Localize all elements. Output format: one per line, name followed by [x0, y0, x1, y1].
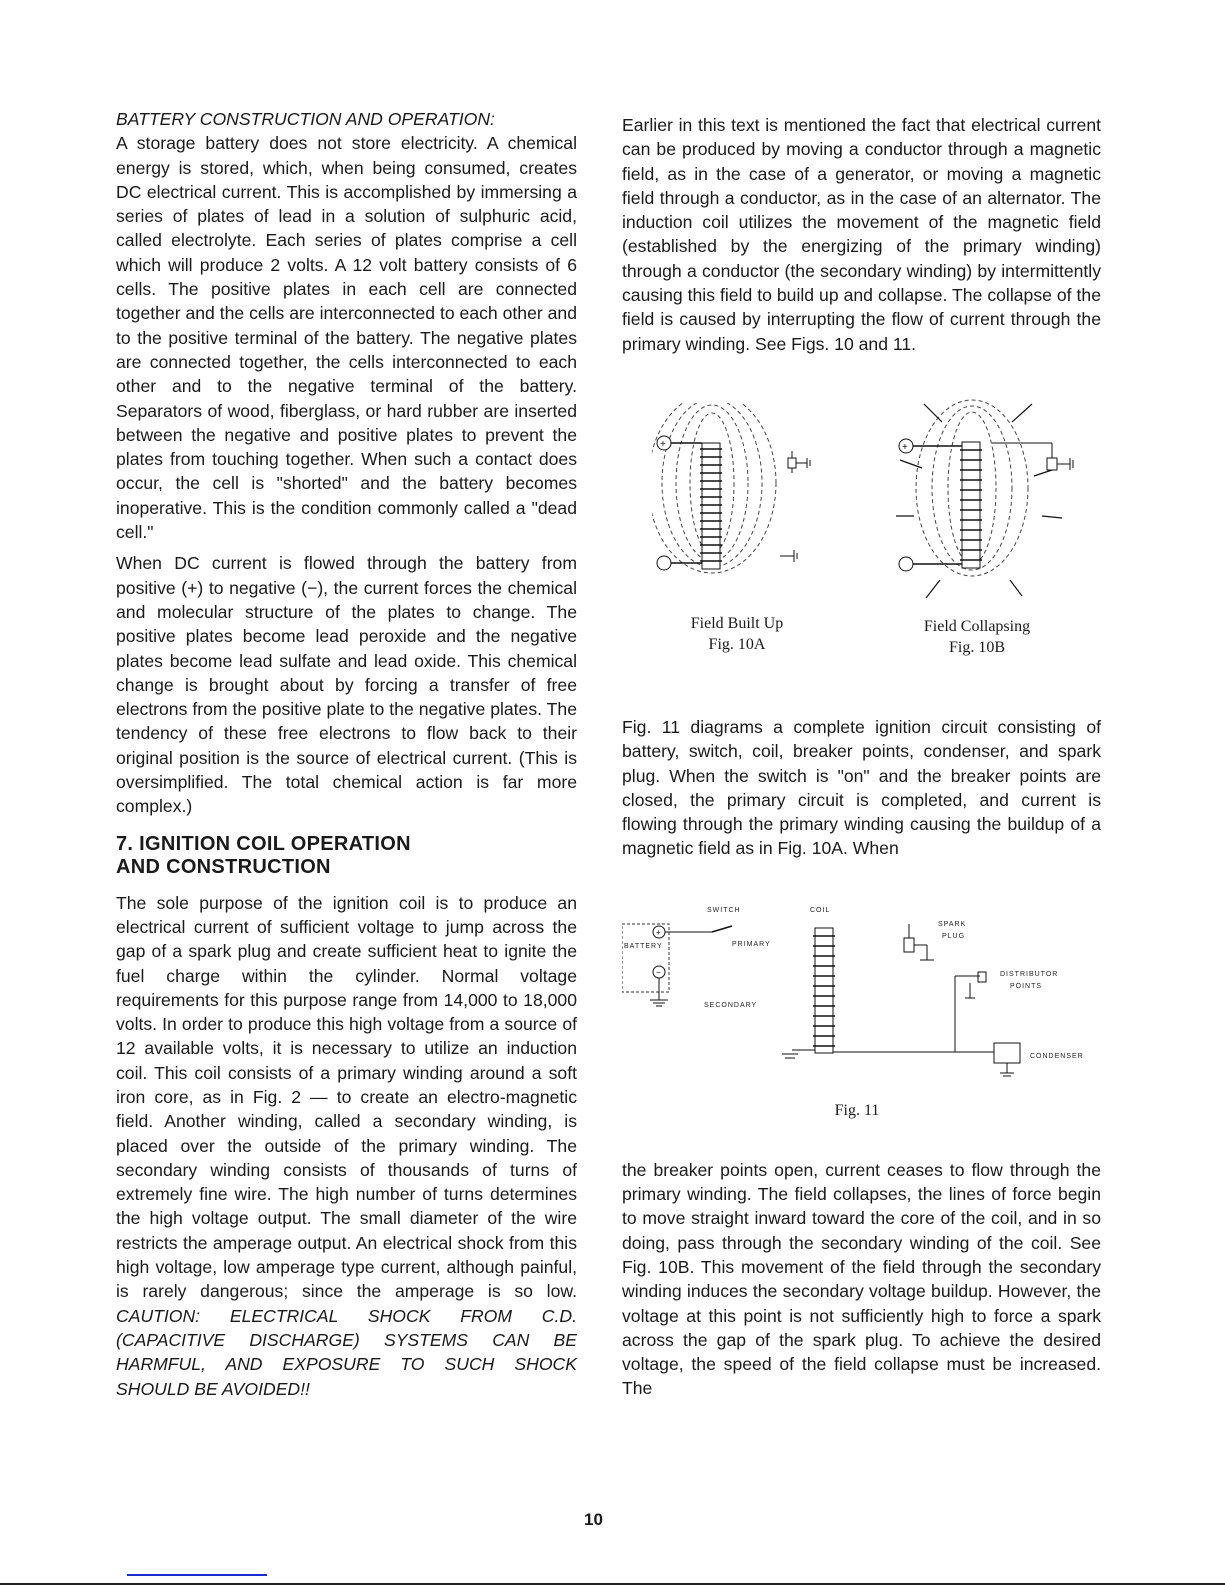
battery-paragraph-2: When DC current is flowed through the battery from positive (+) to negative (−), the current forces the chemical and molecular structure of the plates to change. The positive plates become lead peroxide and the negative plates become lead sulfate and lead oxide. This chemical change is brought about by forcing a transfer of free electrons from the positive plate to the negative plates. The tendency of these free electrons to flow back to their original position is the source of electrical current. (This is oversimplified. The total chemical action is far more complex.) — [116, 553, 577, 817]
primary-label: PRIMARY — [732, 940, 771, 948]
caution-warning: CAUTION: ELECTRICAL SHOCK FROM C.D. (CAPACITIVE DISCHARGE) SYSTEMS CAN BE HARMFUL, AND EXPOSURE TO SUCH SHOCK SHOULD BE AVOIDED!! — [116, 1305, 577, 1399]
svg-text:+: + — [902, 441, 908, 453]
battery-paragraph-1: A storage battery does not store electricity. A chemical energy is stored, which, when being consumed, creates DC electrical current. This is accomplished by immersing a series of plates of lead in a solution of sulphuric acid, called electrolyte. Each series of plates comprise a cell which will produce 2 volts. A 12 volt battery consists of 6 cells. The positive plates in each cell are connected together and the cells are interconnected to each other and to the positive terminal of the battery. The negative plates are connected together, the cells interconnected to each other and to the negative terminal of the battery. Separators of wood, fiberglass, or hard rubber are inserted between the negative and positive plates to prevent the plates from touching together. When such a contact does occur, the cell is "shorted" and the battery becomes inoperative. This is the condition commonly called a "dead cell." — [116, 133, 577, 543]
field-collapsing-diagram-icon — [892, 398, 1092, 598]
figure-10b-caption — [892, 616, 1062, 658]
figure-11-caption: Fig. 11 — [834, 1101, 880, 1119]
right-column — [622, 113, 1101, 1408]
battery-label: BATTERY — [624, 942, 663, 950]
switch-label: SWITCH — [707, 906, 741, 914]
spark-plug-label-2: PLUG — [942, 932, 966, 940]
figure-11 — [622, 868, 1101, 1158]
coil-paragraph-text: The sole purpose of the ignition coil is to produce an electrical current of sufficient voltage to jump across the gap of a spark plug and create sufficient heat to ignite the fuel charge within the cylinder. Normal voltage requirements for this purpose range from 14,000 to 18,000 volts. In order to produce this high voltage from a source of 12 available volts, it is necessary to utilize an induction coil. This coil consists of a primary winding around a soft iron core, as in Fig. 2 — to create an electro-magnetic field. Another winding, called a secondary winding, is placed over the outside of the primary winding. The secondary winding consists of thousands of turns of extremely fine wire. The high number of turns determines the high voltage output. The small diameter of the wire restricts the amperage output. An electrical shock from this high voltage, low amperage type current, although painful, is rarely dangerous; since the amperage is so low. — [116, 892, 577, 1302]
distributor-label-1: DISTRIBUTOR — [1000, 970, 1059, 978]
figure-10 — [622, 363, 1101, 693]
coil-paragraph — [116, 891, 577, 1401]
secondary-label: SECONDARY — [704, 1001, 758, 1009]
field-built-up-diagram-icon — [652, 403, 832, 583]
left-column — [116, 107, 577, 1408]
figure-10a-caption — [662, 613, 812, 655]
figure-10b-label: Fig. 10B — [948, 638, 1005, 656]
condenser-label: CONDENSER — [1030, 1052, 1084, 1060]
chapter-heading-line-1: 7. IGNITION COIL OPERATION — [116, 832, 411, 855]
figure-10a-title: Field Built Up — [690, 614, 784, 632]
chapter-heading — [116, 833, 577, 879]
battery-plus-label: + — [656, 927, 661, 937]
chapter-heading-line-2: AND CONSTRUCTION — [116, 855, 331, 878]
battery-section-heading: BATTERY CONSTRUCTION AND OPERATION: — [116, 109, 495, 129]
figure-10a-label: Fig. 10A — [708, 635, 766, 653]
fig11-paragraph: Fig. 11 diagrams a complete ignition circuit consisting of battery, switch, coil, breaker points, condenser, and spark plug. When the switch is "on" and the breaker points are closed, the primary circuit is completed, and current is flowing through the primary winding causing the buildup of a magnetic field as in Fig. 10A. When — [622, 716, 1101, 859]
spark-plug-label-1: SPARK — [938, 920, 967, 928]
coil-label: COIL — [810, 906, 831, 914]
blue-underline — [127, 1574, 267, 1576]
svg-text:+: + — [660, 438, 666, 450]
battery-minus-label: − — [656, 967, 661, 977]
page-number: 10 — [584, 1510, 603, 1529]
closing-paragraph: the breaker points open, current ceases to flow through the primary winding. The field collapses, the lines of force begin to move straight inward toward the core of the coil, and in so doing, pass through the secondary winding of the coil. See Fig. 10B. This movement of the field through the secondary winding induces the secondary voltage buildup. However, the voltage at this point is not sufficiently high to force a spark across the gap of the spark plug. To achieve the desired voltage, the speed of the field collapse must be increased. The — [622, 1159, 1101, 1399]
ignition-circuit-diagram-icon — [622, 888, 1102, 1108]
intro-paragraph: Earlier in this text is mentioned the fact that electrical current can be produced by moving a conductor through a magnetic field, as in the case of a generator, or moving a magnetic field through a conductor, as in the case of an alternator. The induction coil utilizes the movement of the magnetic field (established by the energizing of the primary winding) through a conductor (the secondary winding) by intermittently causing this field to build up and collapse. The collapse of the field is caused by interrupting the flow of current through the primary winding. See Figs. 10 and 11. — [622, 115, 1101, 354]
distributor-label-2: POINTS — [1010, 982, 1043, 990]
figure-10b-title: Field Collapsing — [923, 617, 1031, 635]
